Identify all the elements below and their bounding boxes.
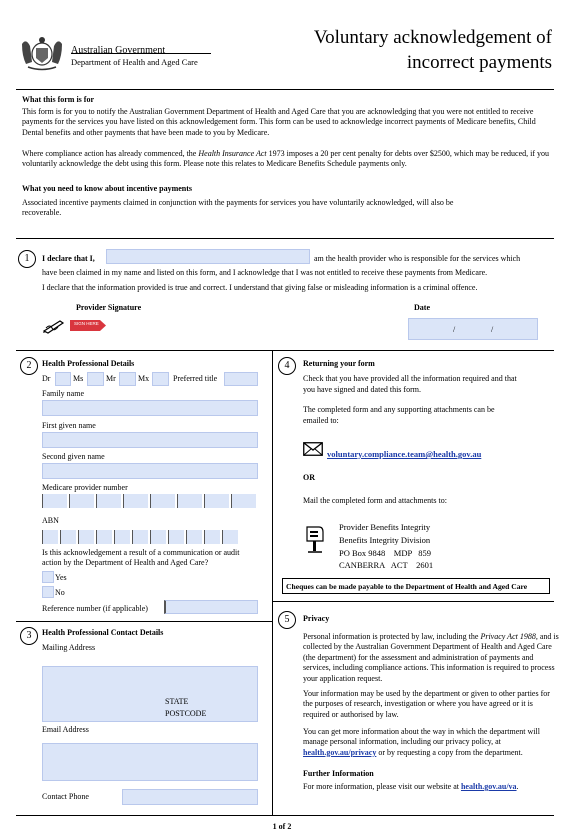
further-info-a: For more information, please visit our website at — [303, 782, 461, 791]
state-label: STATE — [165, 697, 189, 706]
digit-cell[interactable] — [114, 530, 130, 544]
email-link[interactable]: voluntary.compliance.team@health.gov.au — [327, 449, 482, 459]
email-input[interactable] — [42, 743, 258, 781]
signature-label: Provider Signature — [76, 303, 142, 312]
date-label: Date — [414, 303, 430, 312]
date-separator-2: / — [491, 325, 494, 334]
title-mx-checkbox[interactable] — [152, 372, 169, 386]
question-line-1: Is this acknowledgement a result of a communication or audit — [42, 548, 240, 557]
yes-label: Yes — [55, 573, 67, 582]
section-3-number: 3 — [20, 627, 38, 645]
digit-cell[interactable] — [96, 530, 112, 544]
second-given-input[interactable] — [42, 463, 258, 479]
return-line-3: The completed form and any supporting attachments can be — [303, 405, 495, 414]
title-ms-label: Ms — [73, 374, 84, 383]
gov-logo — [16, 34, 68, 72]
first-given-label: First given name — [42, 421, 96, 430]
email-label: Email Address — [42, 725, 89, 734]
further-info-b: . — [516, 782, 519, 791]
title-mr-label: Mr — [106, 374, 116, 383]
section2-divider — [16, 350, 554, 351]
address-line-2: Benefits Integrity Division — [339, 535, 431, 545]
section1-divider — [16, 238, 554, 239]
title-line-1: Voluntary acknowledgement of — [313, 27, 552, 48]
declare-suffix: am the health provider who is responsible for the services which — [314, 254, 521, 263]
signature-field[interactable] — [70, 318, 400, 340]
title-line-2: incorrect payments — [406, 51, 552, 73]
further-info-heading: Further Information — [303, 769, 374, 778]
envelope-icon — [303, 442, 323, 456]
address-line-1: Provider Benefits Integrity — [339, 522, 431, 532]
title-mr-checkbox[interactable] — [119, 372, 136, 386]
privacy-link[interactable]: health.gov.au/privacy — [303, 747, 377, 757]
digit-cell[interactable] — [186, 530, 202, 544]
phone-label: Contact Phone — [42, 792, 89, 801]
question-line-2: action by the Department of Health and Aged Care? — [42, 558, 209, 567]
intro-para-2 — [22, 149, 554, 170]
mailing-address-label: Mailing Address — [42, 643, 96, 652]
digit-cell[interactable] — [168, 530, 184, 544]
privacy-para-2: Your information may be used by the department or given to other parties for the purposes of research, investigation or where you have agreed or it is required or authorised by law. — [303, 689, 550, 719]
mailing-address-input[interactable] — [42, 666, 258, 722]
postcode-label: POSTCODE — [165, 709, 207, 718]
second-given-label: Second given name — [42, 452, 105, 461]
title-dr-label: Dr — [42, 374, 51, 383]
declare-prefix: I declare that I, — [42, 254, 95, 263]
cheques-note: Cheques can be made payable to the Department of Health and Aged Care — [282, 578, 550, 594]
declare-line-3: I declare that the information provided is true and correct. I understand that giving false or misleading information is a criminal offence. — [42, 283, 478, 292]
medicare-number-input[interactable] — [42, 494, 258, 510]
digit-cell[interactable] — [204, 530, 220, 544]
first-given-input[interactable] — [42, 432, 258, 448]
section-1-number: 1 — [18, 250, 36, 268]
section-3-heading: Health Professional Contact Details — [42, 628, 164, 637]
digit-cell[interactable] — [96, 494, 121, 508]
digit-cell[interactable] — [132, 530, 148, 544]
privacy-para-3-b: or by requesting a copy from the department. — [376, 747, 523, 757]
return-line-4: emailed to: — [303, 416, 339, 425]
title-mx-label: Mx — [138, 374, 150, 383]
section-5-number: 5 — [278, 611, 296, 629]
no-checkbox[interactable] — [42, 586, 54, 598]
return-line-2: you have signed and dated this form. — [303, 385, 421, 394]
date-separator-1: / — [453, 325, 456, 334]
digit-cell[interactable] — [69, 494, 94, 508]
pen-icon — [42, 318, 66, 334]
page-number: 1 of 2 — [272, 822, 292, 831]
section-2-number: 2 — [20, 357, 38, 375]
mail-line: Mail the completed form and attachments to: — [303, 496, 447, 505]
intro-para-2-italic: Health Insurance Act — [198, 149, 267, 158]
privacy-act-italic: Privacy Act — [480, 632, 518, 641]
section-4-number: 4 — [278, 357, 296, 375]
coat-of-arms-icon — [16, 34, 68, 72]
header-divider — [16, 89, 554, 90]
digit-cell[interactable] — [222, 530, 238, 544]
reference-label: Reference number (if applicable) — [42, 604, 148, 613]
digit-cell[interactable] — [60, 530, 76, 544]
dept-name: Department of Health and Aged Care — [71, 57, 198, 67]
gov-name: Australian Government — [71, 45, 166, 56]
sign-here-text: SIGN HERE — [74, 321, 99, 326]
further-info-text — [303, 782, 561, 792]
phone-input[interactable] — [122, 789, 258, 805]
digit-cell[interactable] — [231, 494, 256, 508]
intro-para-2-b: 1973 imposes a 20 per cent penalty for debts over $2500, which may be reduced, if you voluntarily acknowledge the debt using this form. Please note this relates to Medicare Benefits Schedule payments only. — [22, 149, 550, 169]
intro-heading-1: What this form is for — [22, 95, 94, 104]
website-link[interactable]: health.gov.au/va — [460, 782, 517, 791]
digit-cell[interactable] — [78, 530, 94, 544]
title-dr-checkbox[interactable] — [55, 372, 71, 386]
declare-line-2: have been claimed in my name and listed on this form, and I acknowledge that I was not entitled to receive these payments from Medicare. — [42, 268, 488, 277]
privacy-year-italic: 1988 — [519, 632, 536, 641]
medicare-number-label: Medicare provider number — [42, 483, 128, 492]
mailbox-icon — [304, 525, 326, 553]
abn-input[interactable] — [42, 530, 258, 546]
section3-divider — [16, 621, 272, 622]
privacy-para-1-b: , and is collected by the Australian Government Department of Health and Aged Care (the department) for the assessment and administration of payments and services, including compliance actions. This information is required to process your application request. — [303, 632, 559, 683]
digit-cell[interactable] — [150, 494, 175, 508]
preferred-title-label: Preferred title — [173, 374, 218, 383]
section-2-heading: Health Professional Details — [42, 359, 135, 368]
column-divider — [272, 350, 273, 815]
preferred-title-input[interactable] — [224, 372, 258, 386]
address-line-3: PO Box 9848 MDP 859 — [339, 548, 432, 558]
title-ms-checkbox[interactable] — [87, 372, 104, 386]
intro-para-2-a: Where compliance action has already commenced, the — [22, 149, 199, 158]
or-label: OR — [303, 473, 315, 482]
return-line-1: Check that you have provided all the information required and that — [303, 374, 517, 383]
intro-para-3: Associated incentive payments claimed in conjunction with the payments for services you have voluntarily acknowledged, will also be recoverable. — [22, 198, 454, 218]
logo-divider — [71, 53, 211, 54]
date-input[interactable] — [408, 318, 538, 340]
footer-divider — [16, 815, 554, 816]
digit-cell[interactable] — [204, 494, 229, 508]
page-title — [314, 26, 552, 75]
digit-cell[interactable] — [123, 494, 148, 508]
privacy-para-3 — [303, 727, 561, 758]
privacy-para-1-a: Personal information is protected by law, including the — [303, 632, 481, 641]
digit-cell[interactable] — [42, 530, 58, 544]
declarant-name-input[interactable] — [106, 249, 310, 264]
family-name-label: Family name — [42, 389, 84, 398]
section-4-heading: Returning your form — [303, 359, 375, 368]
yes-checkbox[interactable] — [42, 571, 54, 583]
intro-para-1: This form is for you to notify the Australian Government Department of Health and Aged Care that you are acknowledging that you were not entitled to receive payments for the services you have listed on this acknowledgement form. This form can be used to acknowledge incorrect payments of Medicare benefits, Child Dental benefits and other payments that have been made to you by Medicare. — [22, 107, 536, 137]
digit-cell[interactable] — [42, 494, 67, 508]
privacy-para-1 — [303, 632, 561, 684]
intro-heading-2: What you need to know about incentive payments — [22, 184, 193, 193]
family-name-input[interactable] — [42, 400, 258, 416]
digit-cell[interactable] — [177, 494, 202, 508]
digit-cell[interactable] — [150, 530, 166, 544]
privacy-para-3-a: You can get more information about the way in which the department will manage personal information, including our privacy policy, at — [303, 727, 540, 747]
address-line-4: CANBERRA ACT 2601 — [339, 560, 434, 570]
section-5-heading: Privacy — [303, 614, 330, 623]
abn-label: ABN — [42, 516, 59, 525]
section5-divider — [272, 601, 554, 602]
reference-input[interactable] — [164, 600, 258, 614]
no-label: No — [55, 588, 65, 597]
